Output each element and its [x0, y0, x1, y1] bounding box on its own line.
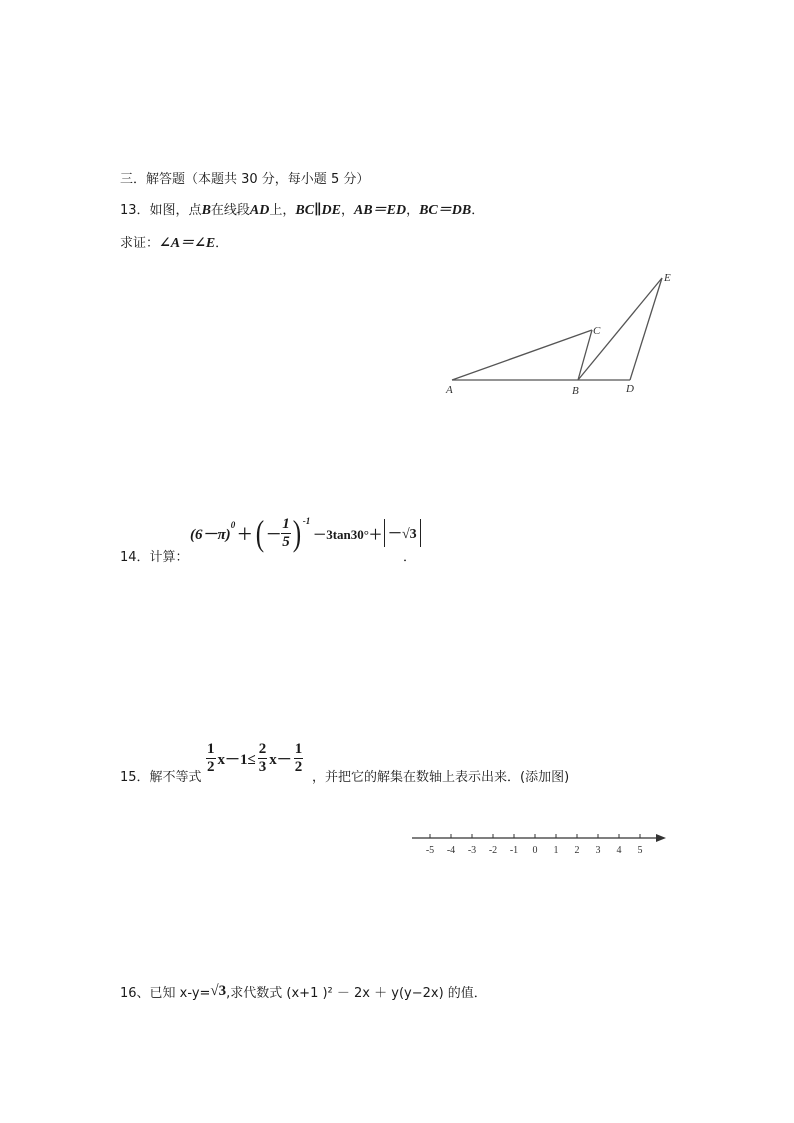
number-line-tick-label: -1 [509, 845, 519, 856]
q15-inequality [206, 738, 303, 778]
q14-fraction-numerator: 1 [282, 515, 290, 532]
number-line-tick-label: 5 [637, 845, 643, 856]
q15-text: 解不等式 [149, 770, 202, 785]
number-line-tick-label: -3 [467, 845, 477, 856]
q16-number: 16、 [120, 986, 150, 1001]
q15-middle-term: x－1≤ [217, 751, 256, 768]
number-line-tick-label: -2 [488, 845, 498, 856]
q16-text: 已知 x-y= [149, 986, 211, 1001]
number-line-tick-label: 1 [553, 845, 559, 856]
q15-instruction: ，并把它的解集在数轴上表示出来．(添加图) [312, 770, 570, 785]
number-line [408, 828, 670, 856]
q13-end: ． [471, 203, 485, 218]
label-e: E [664, 272, 671, 284]
number-line-tick-label: -5 [425, 845, 435, 856]
number-line-tick-label: 2 [574, 845, 580, 856]
q14-term-power: (6－π) [190, 526, 231, 543]
q15-right-term: x－ [269, 751, 292, 768]
q14-tan-term: －3tan30°＋ [313, 526, 382, 542]
segment-be [578, 278, 662, 380]
q16-text: ,求代数式 (x+1 )² － 2x ＋ y(y−2x) 的值． [226, 986, 487, 1001]
q13-separator: ， [340, 203, 354, 218]
q13-prove-end: ． [215, 236, 229, 251]
q14-fraction [281, 517, 291, 550]
q13-text: 如图，点 [149, 203, 202, 218]
section-heading: 三．解答题（本题共 30 分，每小题 5 分） [120, 172, 370, 187]
q15-fraction-half [206, 742, 216, 775]
q13-condition-parallel: BC∥DE [295, 203, 341, 218]
q14-label: 计算： [149, 550, 189, 565]
q14-end: ． [403, 550, 417, 565]
q14-left-paren: ( [256, 513, 265, 553]
q14-right-paren: ) [292, 513, 301, 553]
q15-f1-num: 1 [207, 740, 215, 757]
q16-sqrt: √3 [210, 983, 227, 999]
q15-f2-den: 3 [258, 758, 267, 775]
label-a: A [446, 384, 453, 396]
q13-segment-ad: AD [249, 203, 270, 218]
number-line-arrow-icon [656, 834, 666, 842]
label-d: D [626, 383, 634, 395]
q14-exponent-zero: 0 [230, 520, 236, 530]
q15-f3-num: 1 [294, 740, 303, 757]
number-line-tick-label: -4 [446, 845, 456, 856]
question-14 [120, 546, 189, 565]
segment-ed [630, 278, 662, 380]
q13-prove [120, 232, 228, 252]
question-16 [120, 982, 487, 1001]
q13-text: 在线段 [210, 203, 250, 218]
q15-f3-den: 2 [294, 758, 303, 775]
number-line-tick-label: 3 [595, 845, 601, 856]
q14-absolute-value: －√3 [384, 519, 421, 547]
label-b: B [572, 385, 579, 397]
q13-separator: ， [406, 203, 420, 218]
question-15 [120, 766, 202, 785]
label-c: C [593, 325, 601, 337]
q13-prove-label: 求证： [120, 236, 160, 251]
number-line-tick-label: 4 [616, 845, 622, 856]
segment-ac [452, 330, 592, 380]
q15-fraction-half-2 [294, 742, 304, 775]
q13-condition-ab-ed: AB＝ED [353, 203, 407, 218]
q15-number: 15． [120, 770, 150, 785]
q15-f1-den: 2 [207, 758, 215, 775]
q14-plus: ＋ [237, 526, 253, 543]
number-line-tick-label: 0 [532, 845, 538, 856]
q15-f2-num: 2 [258, 740, 267, 757]
q13-point-b: B [201, 203, 211, 218]
q13-text: 上， [269, 203, 296, 218]
q13-number: 13． [120, 203, 150, 218]
q14-number: 14． [120, 550, 150, 565]
q13-triangle-figure [440, 268, 680, 400]
q13-condition-bc-db: BC＝DB [419, 203, 472, 218]
q14-fraction-denominator: 5 [282, 533, 290, 550]
q13-prove-statement: ∠A＝∠E [159, 236, 216, 251]
question-13 [120, 199, 484, 219]
q14-expression [190, 514, 421, 552]
q14-minus: － [266, 526, 282, 543]
q14-exponent-neg-one: -1 [302, 516, 311, 526]
q15-fraction-two-thirds [258, 742, 268, 775]
